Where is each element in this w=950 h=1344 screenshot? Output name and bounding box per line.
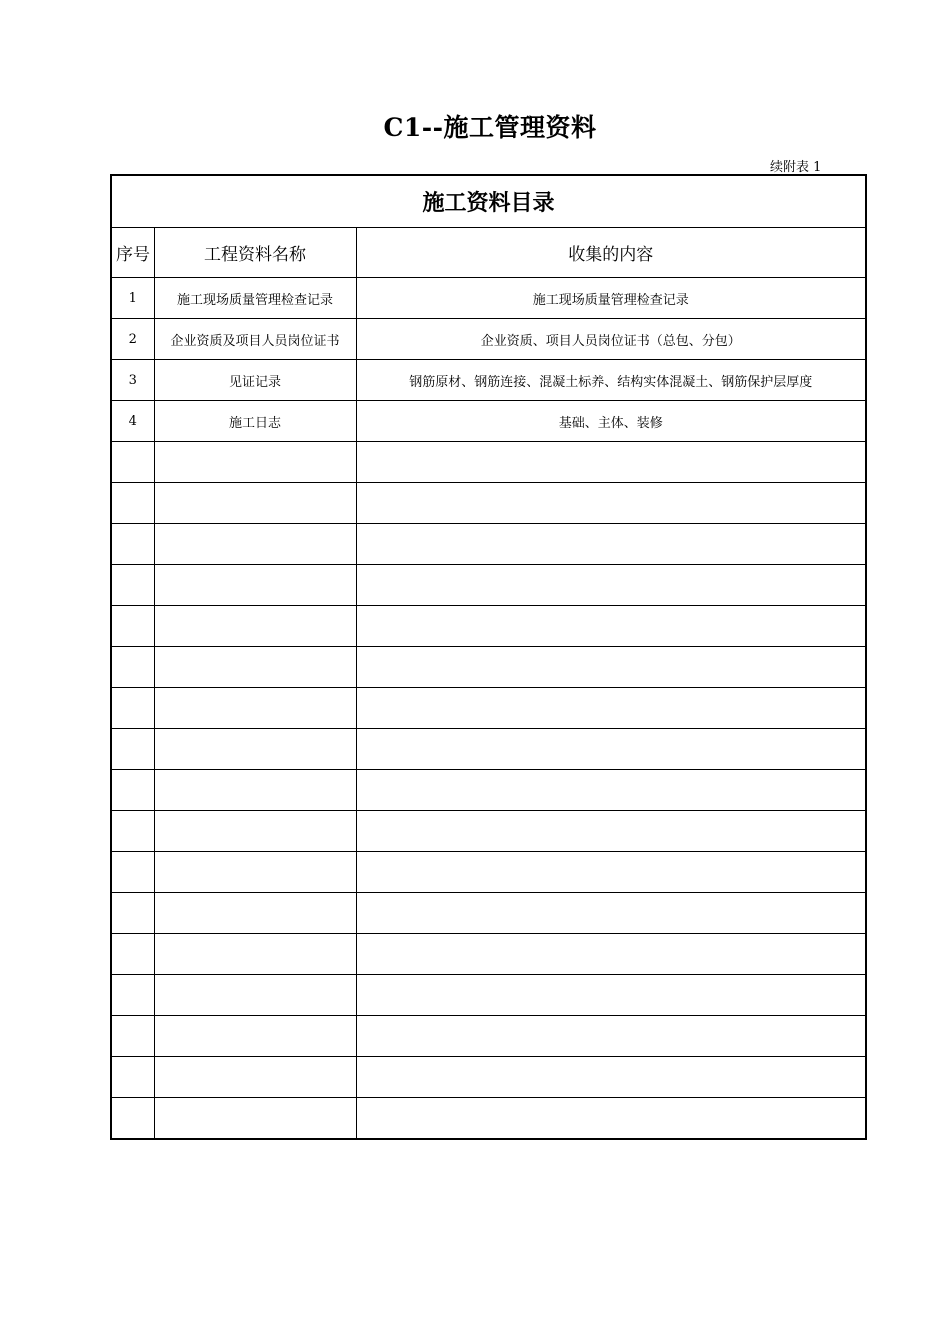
cell-name xyxy=(154,524,356,565)
cell-name xyxy=(154,442,356,483)
cell-no xyxy=(111,606,154,647)
cell-no xyxy=(111,770,154,811)
cell-name xyxy=(154,688,356,729)
table-row xyxy=(111,893,866,934)
table-header-row xyxy=(111,228,866,278)
table-row xyxy=(111,852,866,893)
cell-content xyxy=(356,483,866,524)
cell-no xyxy=(111,442,154,483)
cell-content xyxy=(356,647,866,688)
catalog-table xyxy=(110,174,867,1140)
cell-name xyxy=(154,1057,356,1098)
appendix-label: 续附表 1 xyxy=(770,160,822,175)
table-title: 施工资料目录 xyxy=(111,175,866,228)
cell-name xyxy=(154,770,356,811)
cell-no xyxy=(111,893,154,934)
cell-no xyxy=(111,975,154,1016)
cell-name xyxy=(154,483,356,524)
cell-name xyxy=(154,606,356,647)
table-row xyxy=(111,975,866,1016)
table-row xyxy=(111,811,866,852)
cell-no xyxy=(111,811,154,852)
cell-no: 3 xyxy=(111,360,154,401)
cell-name: 见证记录 xyxy=(154,360,356,401)
header-name: 工程资料名称 xyxy=(154,228,356,278)
table-row xyxy=(111,442,866,483)
cell-name xyxy=(154,1098,356,1140)
cell-no xyxy=(111,729,154,770)
table-row xyxy=(111,770,866,811)
cell-name xyxy=(154,565,356,606)
cell-name: 施工现场质量管理检查记录 xyxy=(154,278,356,319)
cell-no xyxy=(111,565,154,606)
header-content: 收集的内容 xyxy=(356,228,866,278)
cell-content xyxy=(356,729,866,770)
cell-content xyxy=(356,524,866,565)
table-title-row xyxy=(111,175,866,228)
catalog-table-body xyxy=(111,175,866,1139)
cell-no xyxy=(111,688,154,729)
cell-content: 钢筋原材、钢筋连接、混凝土标养、结构实体混凝土、钢筋保护层厚度 xyxy=(356,360,866,401)
cell-no xyxy=(111,483,154,524)
cell-no: 2 xyxy=(111,319,154,360)
cell-content xyxy=(356,688,866,729)
cell-name xyxy=(154,893,356,934)
table-row xyxy=(111,401,866,442)
cell-no: 1 xyxy=(111,278,154,319)
table-row xyxy=(111,934,866,975)
cell-name: 企业资质及项目人员岗位证书 xyxy=(154,319,356,360)
cell-content xyxy=(356,770,866,811)
table-row xyxy=(111,1057,866,1098)
cell-content xyxy=(356,1016,866,1057)
table-row xyxy=(111,278,866,319)
table-row xyxy=(111,1016,866,1057)
cell-no xyxy=(111,1016,154,1057)
cell-no xyxy=(111,852,154,893)
cell-content xyxy=(356,565,866,606)
table-row xyxy=(111,647,866,688)
cell-content xyxy=(356,606,866,647)
cell-name xyxy=(154,729,356,770)
cell-no xyxy=(111,1057,154,1098)
cell-name xyxy=(154,647,356,688)
cell-content xyxy=(356,811,866,852)
cell-content: 企业资质、项目人员岗位证书（总包、分包） xyxy=(356,319,866,360)
cell-content xyxy=(356,1057,866,1098)
cell-content xyxy=(356,975,866,1016)
table-row xyxy=(111,729,866,770)
cell-name: 施工日志 xyxy=(154,401,356,442)
table-row xyxy=(111,1098,866,1140)
cell-name xyxy=(154,975,356,1016)
page-title: C1--施工管理资料 xyxy=(383,113,597,142)
table-row xyxy=(111,606,866,647)
cell-no: 4 xyxy=(111,401,154,442)
table-row xyxy=(111,565,866,606)
cell-content xyxy=(356,893,866,934)
cell-content xyxy=(356,1098,866,1140)
cell-name xyxy=(154,852,356,893)
table-row xyxy=(111,360,866,401)
table-row xyxy=(111,319,866,360)
cell-name xyxy=(154,1016,356,1057)
cell-name xyxy=(154,811,356,852)
cell-content: 施工现场质量管理检查记录 xyxy=(356,278,866,319)
cell-content xyxy=(356,934,866,975)
cell-no xyxy=(111,934,154,975)
header-no: 序号 xyxy=(111,228,154,278)
cell-content xyxy=(356,442,866,483)
cell-no xyxy=(111,1098,154,1140)
cell-content: 基础、主体、装修 xyxy=(356,401,866,442)
table-row xyxy=(111,688,866,729)
cell-content xyxy=(356,852,866,893)
cell-no xyxy=(111,647,154,688)
table-row xyxy=(111,524,866,565)
cell-name xyxy=(154,934,356,975)
table-row xyxy=(111,483,866,524)
cell-no xyxy=(111,524,154,565)
